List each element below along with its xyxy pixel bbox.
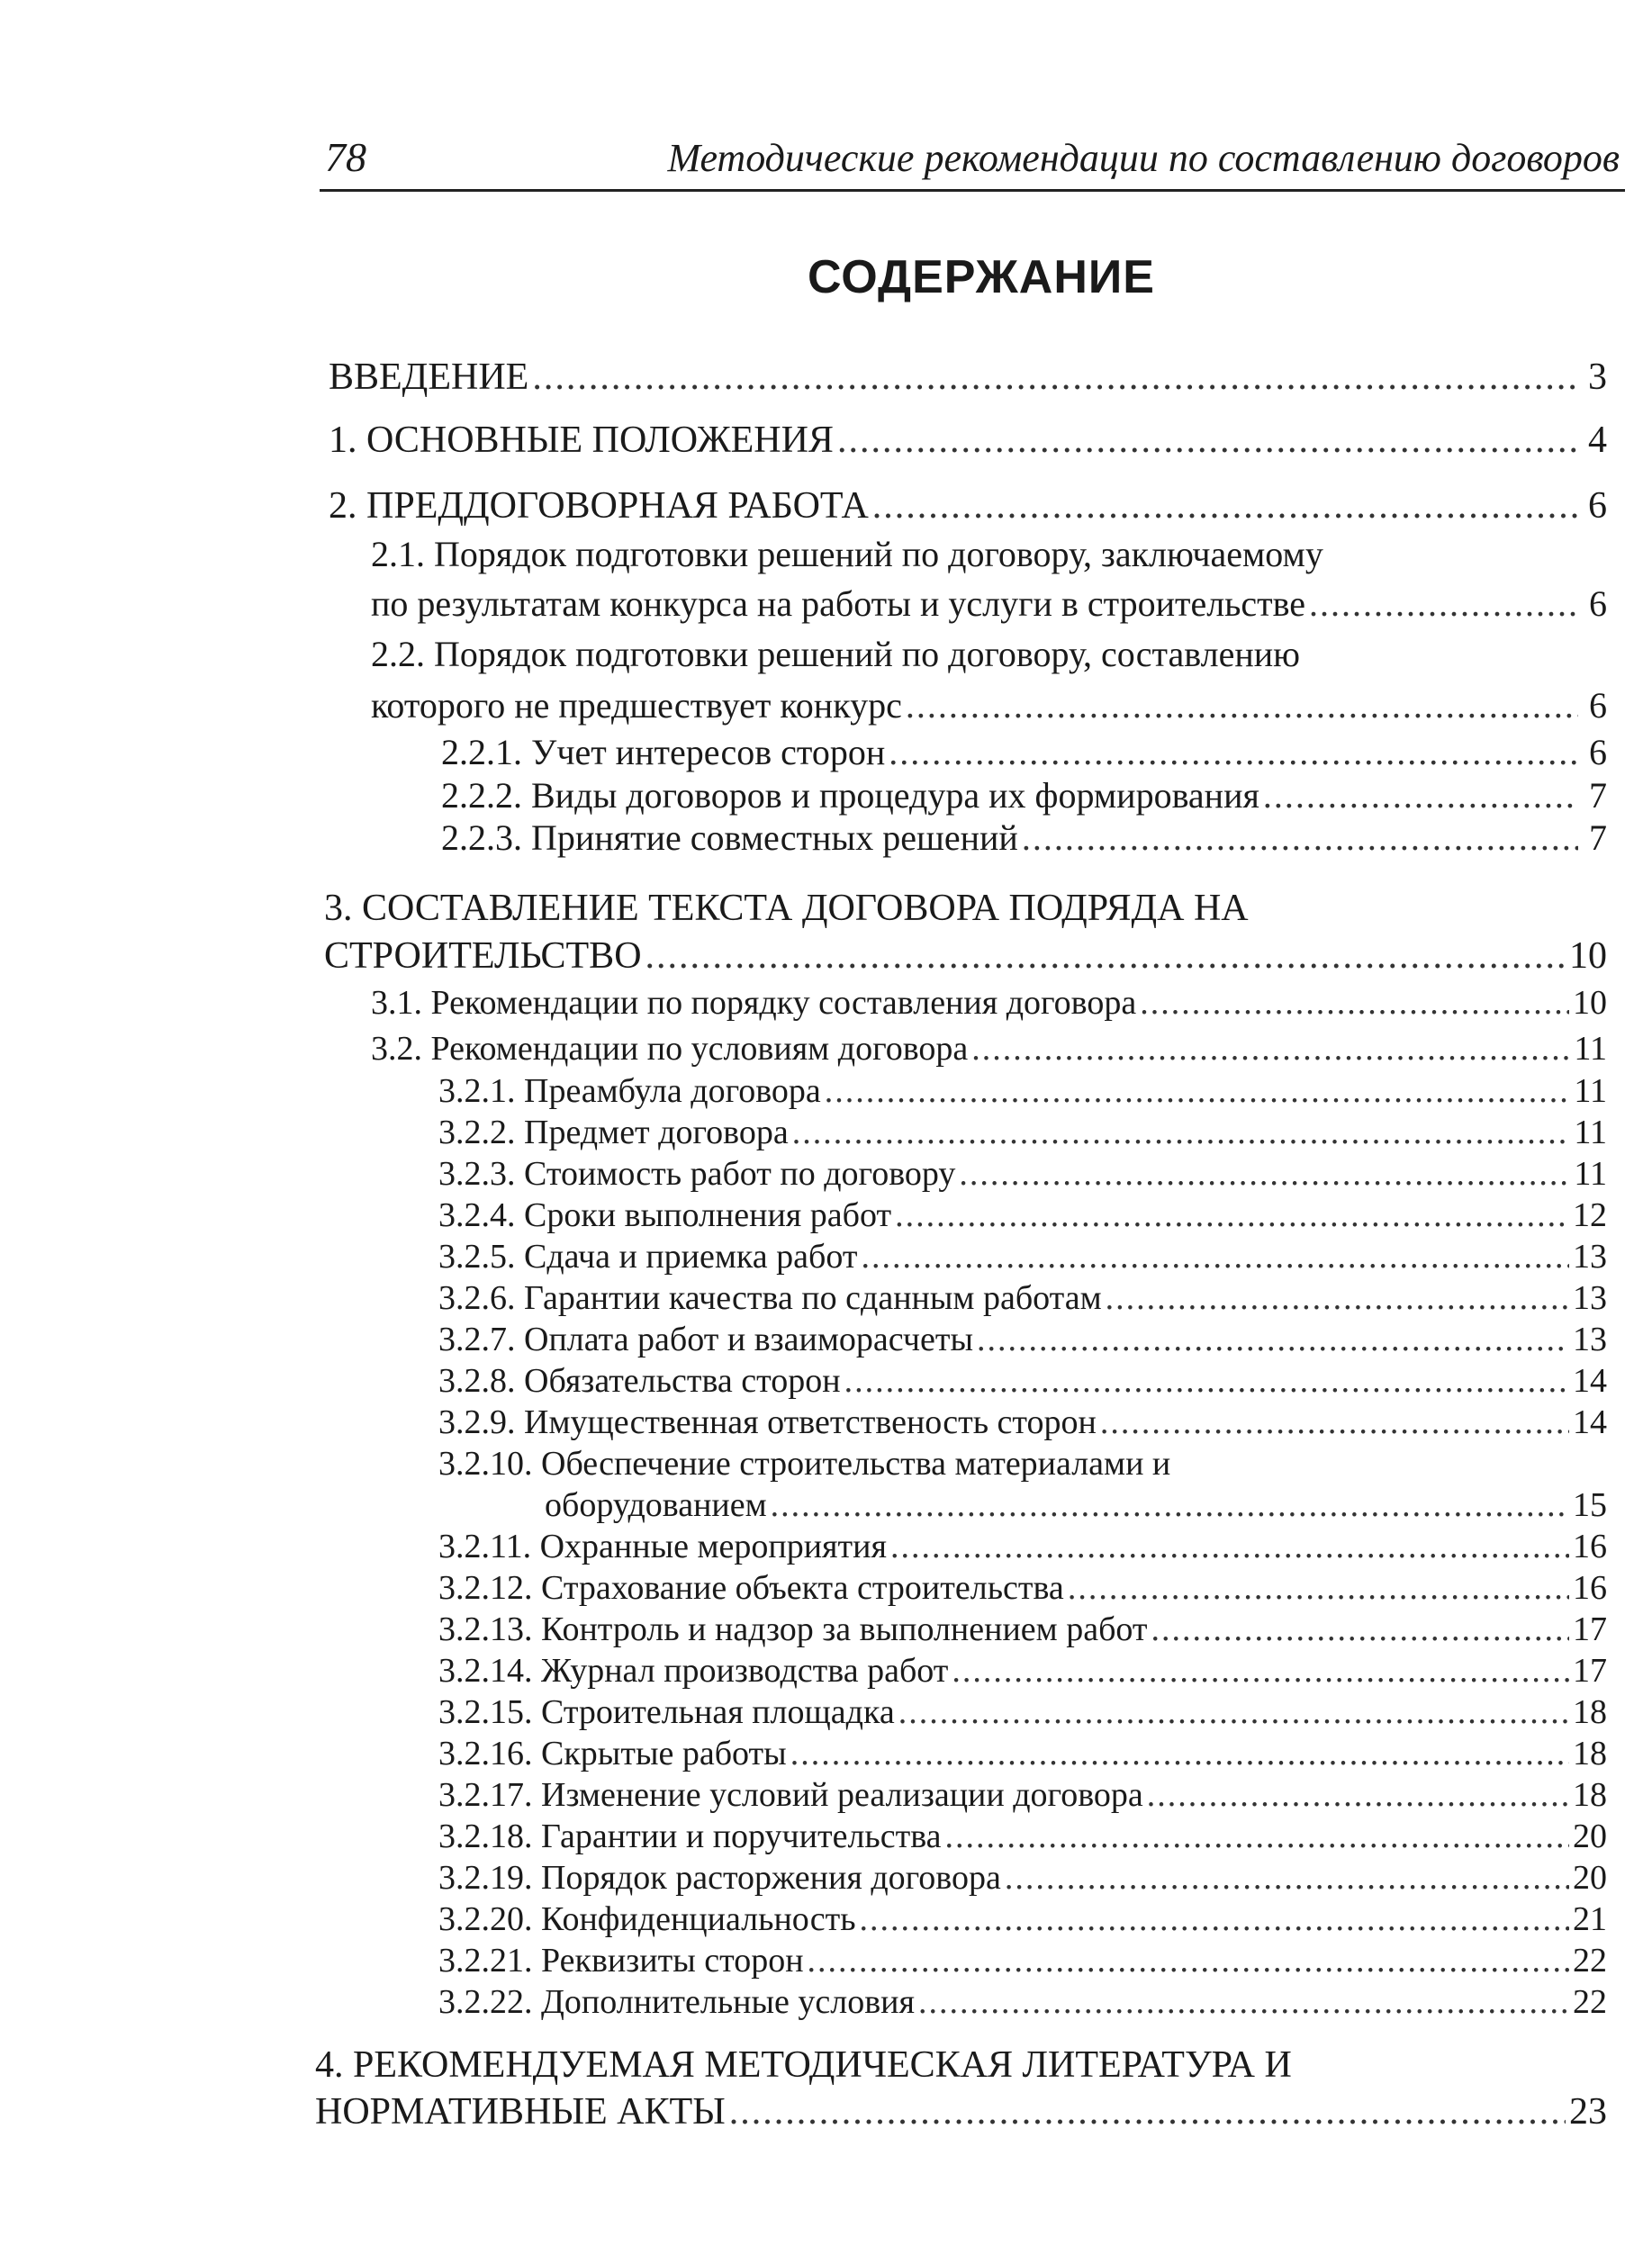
toc-leader	[860, 1899, 1569, 1939]
toc-entry-title: 3.2.9. Имущественная ответственость сторон	[438, 1403, 1097, 1441]
toc-entry-title: 3.2.21. Реквизиты сторон	[438, 1942, 804, 1980]
toc-leader	[1100, 1403, 1569, 1442]
toc-entry[interactable]	[441, 816, 1607, 859]
toc-entry-page: 4	[1588, 419, 1607, 461]
toc-entry-page: 23	[1569, 2091, 1607, 2133]
toc-entry-title: 3.2.13. Контроль и надзор за выполнением работ	[438, 1610, 1148, 1648]
toc-entry-page: 16	[1573, 1569, 1607, 1607]
toc-entry-title: 2.2.1. Учет интересов сторон	[441, 732, 886, 772]
toc-leader	[790, 1734, 1569, 1773]
toc-entry-title: 3.2.7. Оплата работ и взаиморасчеты	[438, 1321, 973, 1358]
toc-entry-title: 3.1. Рекомендации по порядку составления договора	[371, 984, 1137, 1022]
toc-leader	[771, 1485, 1569, 1525]
toc-entry-page: 10	[1569, 935, 1607, 977]
toc-entry[interactable]	[371, 684, 1607, 726]
toc-entry-line[interactable]: 3. СОСТАВЛЕНИЕ ТЕКСТА ДОГОВОРА ПОДРЯДА НА	[324, 888, 1249, 929]
toc-entry-page: 20	[1573, 1859, 1607, 1897]
toc-leader	[1309, 582, 1578, 625]
toc-entry-page: 11	[1574, 1030, 1607, 1068]
toc-entry-page: 22	[1573, 1942, 1607, 1980]
toc-leader	[1106, 1278, 1569, 1318]
toc-entry[interactable]	[438, 1568, 1607, 1608]
page-number: 78	[325, 134, 366, 180]
toc-leader	[977, 1320, 1569, 1359]
toc-entry[interactable]	[329, 484, 1607, 528]
toc-entry-title: 3.2.11. Охранные мероприятия	[438, 1528, 887, 1565]
toc-leader	[837, 419, 1578, 462]
toc-entry[interactable]	[371, 1029, 1607, 1069]
toc-entry-page: 6	[1589, 685, 1607, 726]
toc-entry-title: 3.2.5. Сдача и приемка работ	[438, 1238, 858, 1276]
toc-entry[interactable]	[441, 731, 1607, 773]
toc-leader	[1263, 774, 1578, 816]
toc-entry-title: 3.2.17. Изменение условий реализации договора	[438, 1776, 1143, 1814]
toc-leader	[895, 1195, 1569, 1235]
toc-entry[interactable]	[438, 1278, 1607, 1318]
toc-leader	[889, 731, 1578, 773]
toc-entry-line[interactable]: 4. РЕКОМЕНДУЕМАЯ МЕТОДИЧЕСКАЯ ЛИТЕРАТУРА И	[315, 2044, 1292, 2086]
toc-entry-title: 3.2.2. Предмет договора	[438, 1114, 789, 1151]
toc-entry-page: 14	[1573, 1362, 1607, 1400]
toc-leader	[808, 1941, 1569, 1980]
toc-entry-title: по результатам конкурса на работы и услуги в строительстве	[371, 583, 1306, 624]
toc-entry-title: 3.2.15. Строительная площадка	[438, 1693, 895, 1731]
toc-entry[interactable]	[371, 983, 1607, 1023]
toc-entry-page: 11	[1574, 1114, 1607, 1151]
toc-leader	[729, 2090, 1566, 2133]
toc-entry-page: 11	[1574, 1072, 1607, 1110]
toc-entry-title: 3.2.14. Журнал производства работ	[438, 1652, 949, 1690]
toc-leader	[1151, 1610, 1569, 1649]
toc-entry-page: 21	[1573, 1900, 1607, 1938]
toc-leader	[532, 356, 1578, 399]
toc-entry-page: 17	[1573, 1652, 1607, 1690]
toc-leader	[861, 1237, 1569, 1276]
toc-entry[interactable]	[438, 1775, 1607, 1815]
toc-entry-title: 3.2.6. Гарантии качества по сданным работам	[438, 1279, 1102, 1317]
toc-entry[interactable]	[545, 1485, 1607, 1525]
toc-entry-title: 3.2.1. Преамбула договора	[438, 1072, 821, 1110]
toc-entry[interactable]	[438, 1651, 1607, 1691]
toc-leader	[1140, 983, 1569, 1023]
toc-entry-line[interactable]: 2.2. Порядок подготовки решений по договору, составлению	[371, 634, 1301, 674]
toc-leader	[952, 1651, 1569, 1691]
toc-entry[interactable]	[438, 1692, 1607, 1732]
toc-entry-page: 10	[1573, 984, 1607, 1022]
toc-entry[interactable]	[438, 1361, 1607, 1401]
toc-entry[interactable]	[438, 1817, 1607, 1856]
toc-entry-page: 22	[1573, 1983, 1607, 2021]
toc-entry[interactable]	[438, 1899, 1607, 1939]
toc-entry-title: 2.2.2. Виды договоров и процедура их формирования	[441, 775, 1259, 816]
toc-entry[interactable]	[438, 1734, 1607, 1773]
toc-entry[interactable]	[329, 356, 1607, 399]
toc-leader	[918, 1982, 1569, 2022]
toc-entry-page: 15	[1573, 1486, 1607, 1524]
toc-entry[interactable]	[438, 1195, 1607, 1235]
toc-leader	[844, 1361, 1569, 1401]
toc-entry[interactable]	[438, 1320, 1607, 1359]
toc-entry-page: 11	[1574, 1155, 1607, 1193]
toc-entry-page: 14	[1573, 1403, 1607, 1441]
toc-leader	[971, 1029, 1570, 1069]
toc-leader	[945, 1817, 1569, 1856]
toc-entry-title: 3.2.8. Обязательства сторон	[438, 1362, 841, 1400]
running-title: Методические рекомендации по составлению договоров	[667, 136, 1620, 180]
toc-leader	[898, 1692, 1569, 1732]
toc-entry-page: 20	[1573, 1818, 1607, 1855]
toc-entry-title: 3.2.20. Конфиденциальность	[438, 1900, 856, 1938]
toc-entry-title: 3.2.19. Порядок расторжения договора	[438, 1859, 1001, 1897]
toc-leader	[890, 1527, 1569, 1566]
toc-entry-page: 12	[1573, 1196, 1607, 1234]
toc-entry-page: 18	[1573, 1776, 1607, 1814]
toc-entry-title: 2. ПРЕДДОГОВОРНАЯ РАБОТА	[329, 485, 869, 527]
toc-entry-title: СТРОИТЕЛЬСТВО	[324, 935, 642, 977]
toc-leader	[645, 934, 1566, 978]
toc-entry[interactable]	[371, 582, 1607, 625]
toc-entry-page: 13	[1573, 1321, 1607, 1358]
toc-entry-page: 18	[1573, 1693, 1607, 1731]
toc-entry-page: 6	[1589, 732, 1607, 772]
toc-entry-title: 3.2.18. Гарантии и поручительства	[438, 1818, 942, 1855]
toc-entry-page: 6	[1589, 583, 1607, 624]
toc-leader	[959, 1154, 1570, 1194]
toc-entry-title: 1. ОСНОВНЫЕ ПОЛОЖЕНИЯ	[329, 419, 834, 461]
toc-entry[interactable]	[329, 419, 1607, 462]
toc-entry-title: 3.2.12. Страхование объекта строительства	[438, 1569, 1064, 1607]
toc-leader	[1068, 1568, 1569, 1608]
toc-entry-line[interactable]: 2.1. Порядок подготовки решений по договору, заключаемому	[371, 534, 1323, 574]
toc-entry-title: 3.2.3. Стоимость работ по договору	[438, 1155, 956, 1193]
toc-entry-line[interactable]: 3.2.10. Обеспечение строительства материалами и	[438, 1445, 1171, 1483]
toc-entry[interactable]	[315, 2090, 1607, 2133]
toc-leader	[1022, 816, 1578, 859]
toc-entry-title: которого не предшествует конкурс	[371, 685, 902, 726]
toc-entry[interactable]	[438, 1403, 1607, 1442]
toc-entry-title: 3.2.22. Дополнительные условия	[438, 1983, 915, 2021]
toc-entry[interactable]	[441, 774, 1607, 816]
toc-entry[interactable]	[438, 1858, 1607, 1898]
toc-entry-page: 13	[1573, 1238, 1607, 1276]
toc-entry[interactable]	[438, 1071, 1607, 1111]
toc-entry-title: НОРМАТИВНЫЕ АКТЫ	[315, 2091, 726, 2133]
toc-leader	[792, 1113, 1571, 1152]
page-title: СОДЕРЖАНИЕ	[808, 251, 1155, 303]
toc-entry-page: 18	[1573, 1735, 1607, 1772]
toc-leader	[906, 684, 1578, 726]
toc-entry[interactable]	[438, 1941, 1607, 1980]
toc-entry[interactable]	[438, 1610, 1607, 1649]
toc-entry-title: оборудованием	[545, 1486, 767, 1524]
toc-entry[interactable]	[438, 1237, 1607, 1276]
toc-entry-page: 16	[1573, 1528, 1607, 1565]
toc-entry-page: 13	[1573, 1279, 1607, 1317]
toc-entry[interactable]	[438, 1154, 1607, 1194]
toc-leader	[825, 1071, 1571, 1111]
toc-entry-title: 3.2.4. Сроки выполнения работ	[438, 1196, 892, 1234]
toc-entry-page: 7	[1589, 817, 1607, 858]
toc-entry-title: 3.2. Рекомендации по условиям договора	[371, 1030, 969, 1068]
toc-entry-title: ВВЕДЕНИЕ	[329, 356, 529, 398]
toc-leader	[1147, 1775, 1569, 1815]
toc-entry-page: 3	[1588, 356, 1607, 398]
toc-entry[interactable]	[324, 934, 1607, 978]
toc-leader	[1005, 1858, 1569, 1898]
toc-entry[interactable]	[438, 1113, 1607, 1152]
toc-entry-page: 17	[1573, 1610, 1607, 1648]
toc-leader	[872, 484, 1578, 528]
toc-entry-title: 2.2.3. Принятие совместных решений	[441, 817, 1018, 858]
toc-entry-page: 6	[1588, 485, 1607, 527]
toc-entry-page: 7	[1589, 775, 1607, 816]
toc-entry[interactable]	[438, 1527, 1607, 1566]
toc-entry[interactable]	[438, 1982, 1607, 2022]
toc-entry-title: 3.2.16. Скрытые работы	[438, 1735, 787, 1772]
